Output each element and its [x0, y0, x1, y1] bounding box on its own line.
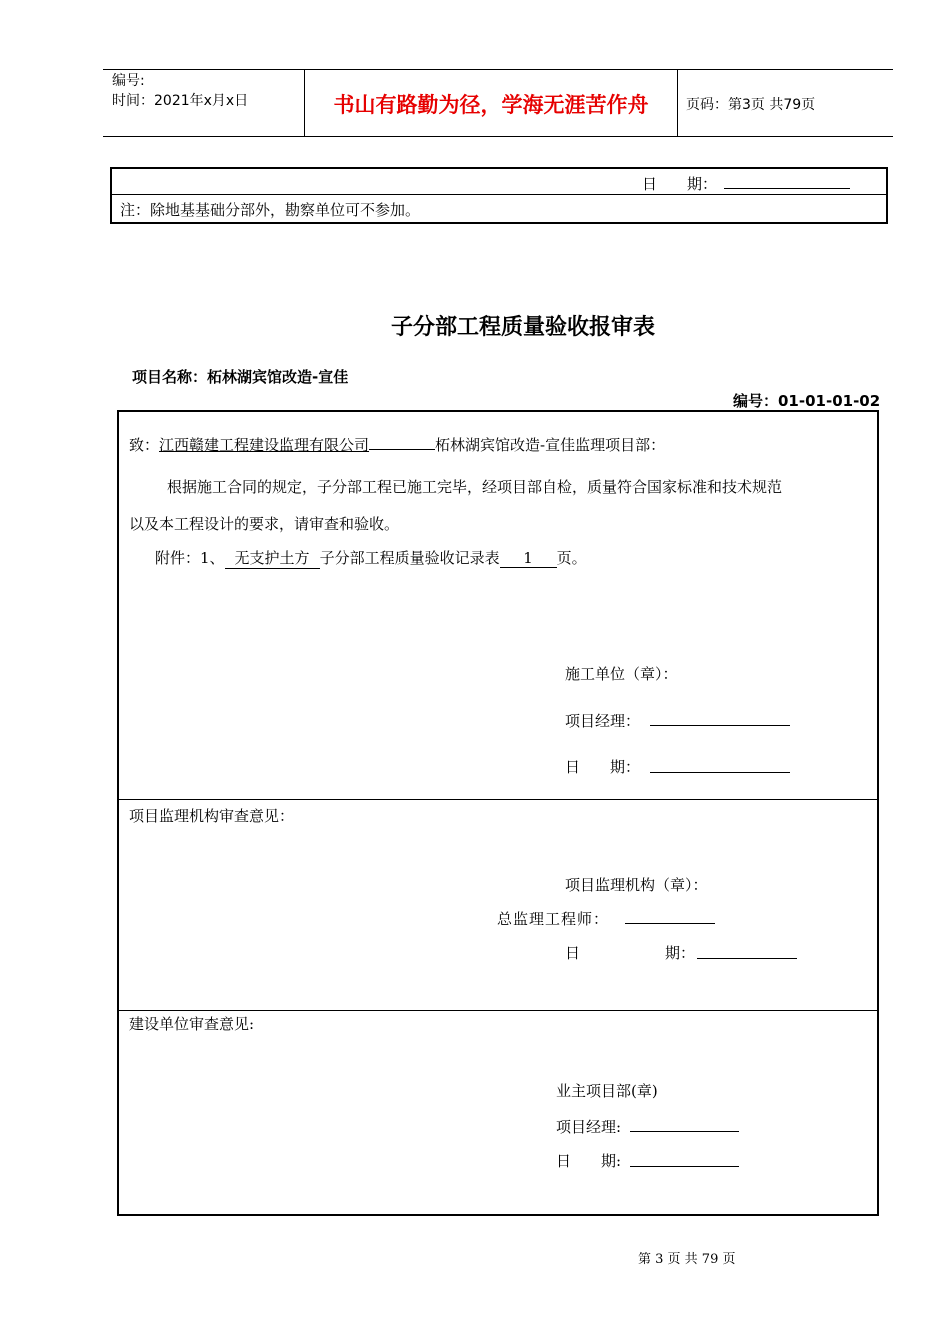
section-divider — [119, 799, 877, 800]
supervision-date-label: 期： — [665, 944, 696, 962]
header-divider — [677, 69, 678, 136]
header-number-label: 编号: — [112, 73, 145, 89]
attachment-mid: 子分部工程质量验收记录表 — [319, 549, 500, 567]
body-line-1: 根据施工合同的规定，子分部工程已施工完毕，经项目部自检，质量符合国家标准和技术规范 — [167, 478, 783, 496]
addressee-blank — [369, 435, 435, 450]
attachment-item: 无支护土方 — [225, 547, 320, 569]
prev-table-row-divider — [112, 194, 886, 195]
owner-seal-label: 业主项目部(章) — [556, 1082, 658, 1100]
addressee-prefix: 致： — [129, 436, 160, 454]
header-bottom-rule — [103, 136, 893, 137]
supervision-date-blank — [697, 958, 797, 959]
owner-date-label: 日 期: — [556, 1152, 622, 1170]
attachment-prefix: 附件：1、 — [155, 549, 225, 567]
contractor-manager-blank — [650, 725, 790, 726]
header-top-rule — [103, 69, 893, 70]
form-title: 子分部工程质量验收报审表 — [390, 314, 655, 340]
header-time-label: 时间：2021年x月x日 — [112, 93, 249, 109]
contractor-date-label: 日 期： — [565, 758, 641, 776]
attachment-line — [155, 547, 587, 569]
supervision-seal-label: 项目监理机构（章）： — [565, 876, 708, 894]
contractor-seal-label: 施工单位（章）： — [565, 665, 678, 683]
owner-manager-label: 项目经理: — [556, 1118, 622, 1136]
body-line-2: 以及本工程设计的要求，请审查和验收。 — [129, 515, 400, 533]
prev-table — [110, 167, 888, 224]
owner-opinion-label: 建设单位审查意见: — [129, 1015, 255, 1033]
contractor-manager-label: 项目经理： — [565, 712, 641, 730]
prev-table-note: 注：除地基基础分部外，勘察单位可不参加。 — [120, 201, 421, 219]
header-page-label: 页码：第3页 共79页 — [686, 97, 816, 113]
header-motto: 书山有路勤为径，学海无涯苦作舟 — [333, 93, 649, 117]
section-divider — [119, 1010, 877, 1011]
chief-engineer-label: 总监理工程师： — [497, 910, 610, 928]
addressee-line — [129, 434, 665, 455]
prev-table-date-blank — [724, 188, 850, 189]
supervision-opinion-label: 项目监理机构审查意见： — [129, 807, 295, 825]
form-table — [117, 410, 879, 1216]
project-name: 项目名称：柘林湖宾馆改造-宣佳 — [132, 368, 349, 386]
form-number: 编号：01-01-01-02 — [733, 392, 881, 410]
page-footer: 第 3 页 共 79 页 — [638, 1252, 736, 1267]
addressee-company: 江西赣建工程建设监理有限公司 — [159, 436, 370, 454]
attachment-suffix: 页。 — [556, 549, 587, 567]
chief-engineer-blank — [625, 923, 715, 924]
addressee-suffix: 柘林湖宾馆改造-宣佳监理项目部： — [435, 436, 666, 454]
owner-manager-blank — [630, 1131, 739, 1132]
attachment-count: 1 — [500, 549, 557, 568]
prev-table-date-label: 日 期： — [642, 175, 718, 193]
owner-date-blank — [630, 1166, 739, 1167]
contractor-date-blank — [650, 772, 790, 773]
supervision-date-day: 日 — [565, 944, 581, 962]
